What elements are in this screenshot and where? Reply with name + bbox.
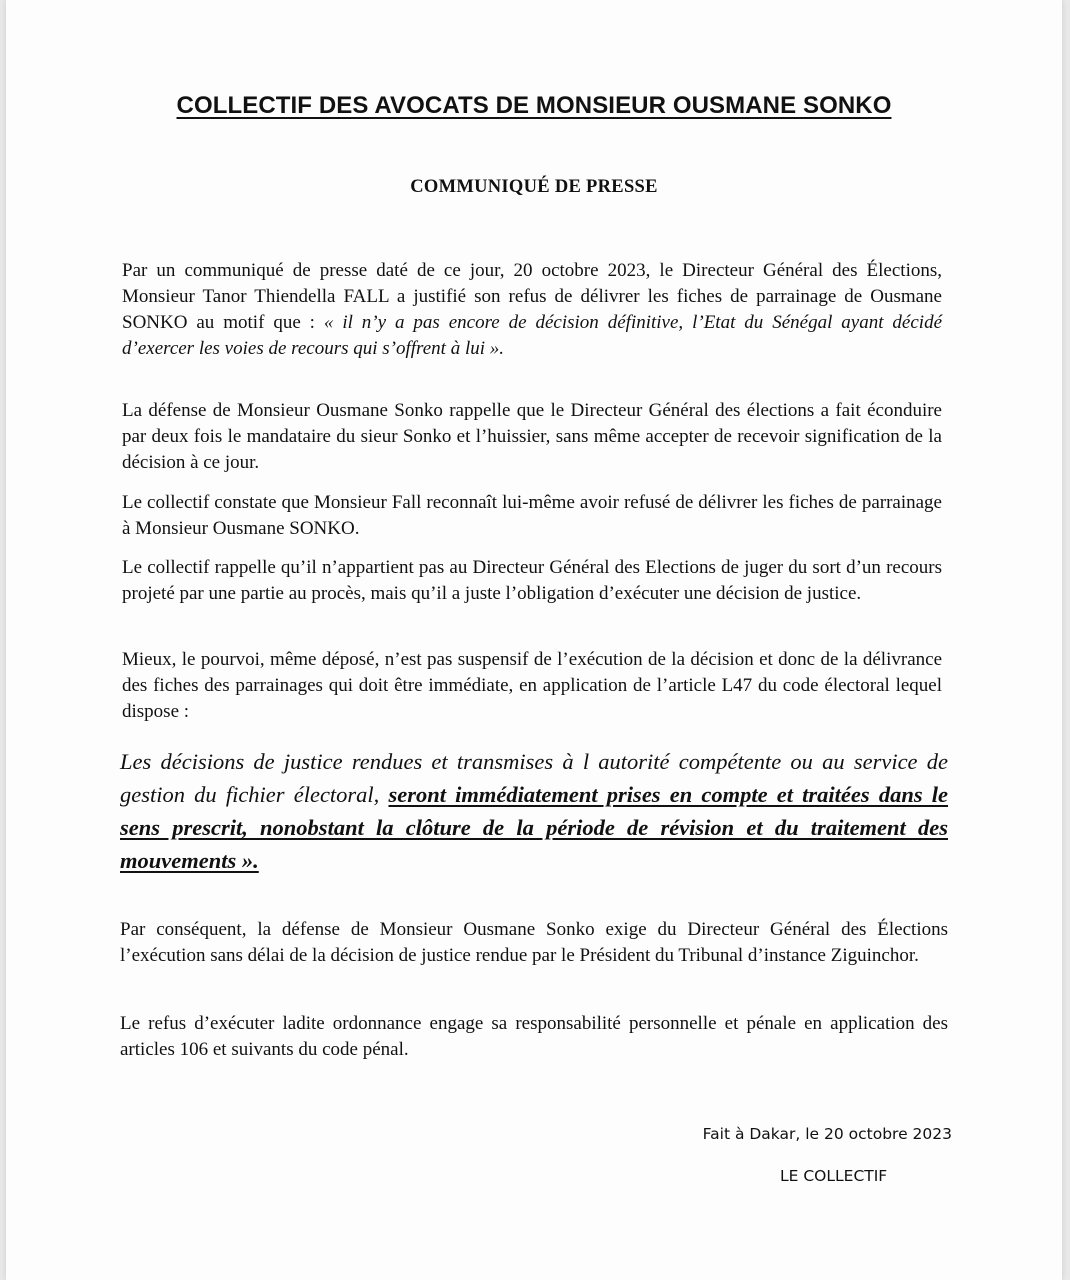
document-page xyxy=(6,0,1062,1280)
signature-place-date: Fait à Dakar, le 20 octobre 2023 xyxy=(702,1125,952,1143)
paragraph-3: Le collectif constate que Monsieur Fall reconnaît lui-même avoir refusé de délivrer les fiches de parrainage à Monsieur Ousmane SONKO. xyxy=(122,492,942,539)
paragraph-1-intro: Par un communiqué de presse daté de ce jour, 20 octobre 2023, le Directeur Général des Élections, Monsieur Tanor Thiendella FALL a justifié son refus de délivrer les fiches de parrainage de Ousmane SONKO au motif que : xyxy=(122,260,942,333)
paragraph-2: La défense de Monsieur Ousmane Sonko rappelle que le Directeur Général des élections a fait éconduire par deux fois le mandataire du sieur Sonko et l’huissier, sans même accepter de recevoir signification de la décision à ce jour. xyxy=(122,400,942,473)
paragraph-5: Mieux, le pourvoi, même déposé, n’est pas suspensif de l’exécution de la décision et donc de la délivrance des fiches des parrainages qui doit être immédiate, en application de l’article L47 du code électoral lequel dispose : xyxy=(122,649,942,722)
paragraph-1-quote: « il n’y a pas encore de décision définitive, l’Etat du Sénégal ayant décidé d’exercer les voies de recours qui s’offrent à lui ». xyxy=(122,312,942,359)
paragraph-6: Par conséquent, la défense de Monsieur Ousmane Sonko exige du Directeur Général des Élections l’exécution sans délai de la décision de justice rendue par le Président du Tribunal d’instance Ziguinchor. xyxy=(120,919,948,966)
paragraph-4: Le collectif rappelle qu’il n’appartient pas au Directeur Général des Elections de juger du sort d’un recours projeté par une partie au procès, mais qu’il a juste l’obligation d’exécuter une décision de justice. xyxy=(122,557,942,604)
document-title xyxy=(6,92,1062,120)
paragraph-1 xyxy=(122,258,942,362)
document-title-text: COLLECTIF DES AVOCATS DE MONSIEUR OUSMANE SONKO xyxy=(176,92,892,119)
signature-name: LE COLLECTIF xyxy=(780,1167,888,1185)
paragraph-7: Le refus d’exécuter ladite ordonnance engage sa responsabilité personnelle et pénale en application des articles 106 et suivants du code pénal. xyxy=(120,1013,948,1060)
document-subtitle: COMMUNIQUÉ DE PRESSE xyxy=(410,177,658,197)
citation-plain: Les décisions de justice rendues et transmises à l autorité compétente ou au service de gestion du fichier électoral, xyxy=(120,749,948,807)
legal-citation xyxy=(120,745,948,877)
citation-emphasis: seront immédiatement prises en compte et traitées dans le sens prescrit, nonobstant la clôture de la période de révision et du traitement des mouvements ». xyxy=(120,782,948,873)
